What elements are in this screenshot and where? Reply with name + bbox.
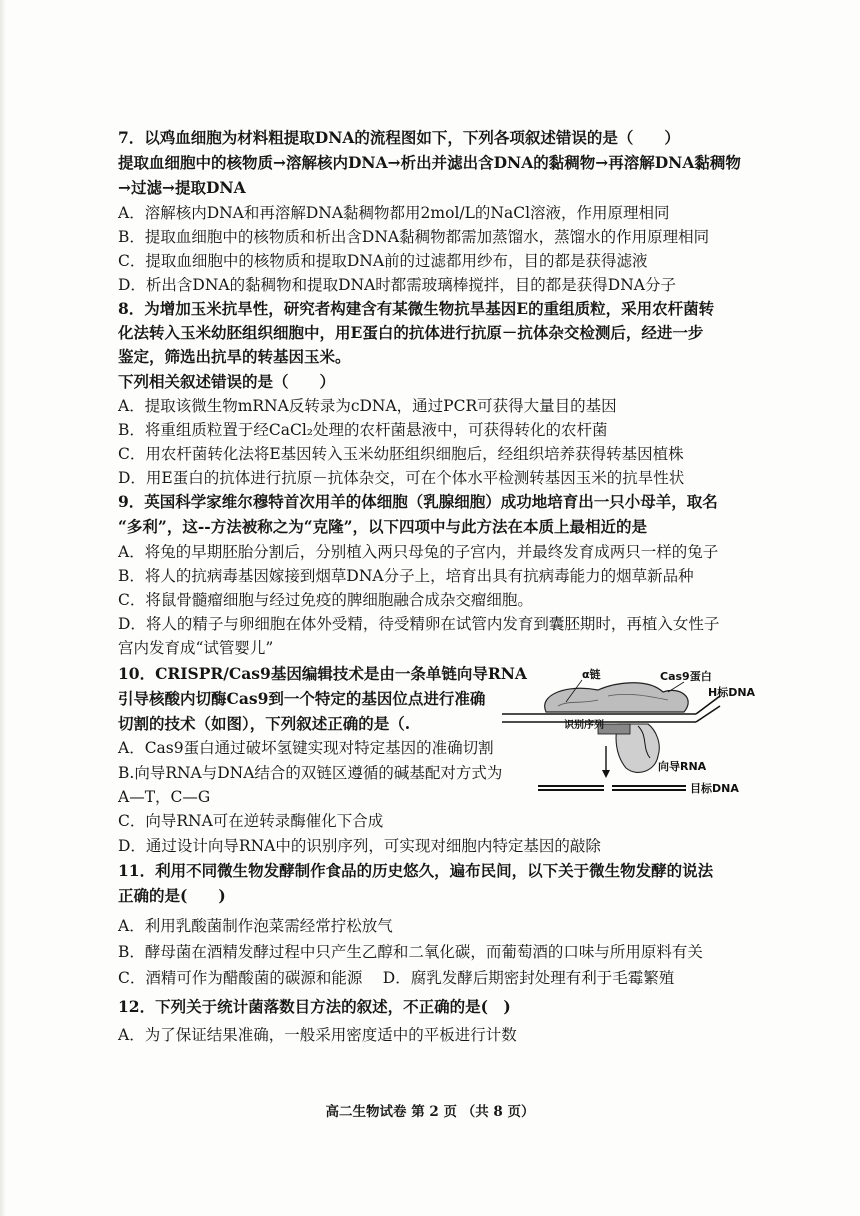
q8-stem-2: 化法转入玉米幼胚组织细胞中，用E蛋白的抗体进行抗原－抗体杂交检测后，经进一步 xyxy=(118,323,704,342)
q9-option-d-2: 宫内发育成“试管婴儿” xyxy=(118,639,274,657)
q9-option-a: A．将兔的早期胚胎分割后，分别植入两只母兔的子宫内，并最终发育成两只一样的兔子 xyxy=(118,543,719,561)
q11-stem-2: 正确的是( ) xyxy=(118,886,226,905)
label-recognition-sequence: 识别序列 xyxy=(564,720,604,731)
q8-option-d: D．用E蛋白的抗体进行抗原－抗体杂交，可在个体水平检测转基因玉米的抗旱性状 xyxy=(118,469,685,487)
cas9-diagram xyxy=(498,666,768,801)
q10-stem-3: 切割的技术（如图），下列叙述正确的是（. xyxy=(118,714,411,733)
q7-stem: 7．以鸡血细胞为材料粗提取DNA的流程图如下，下列各项叙述错误的是（ ） xyxy=(118,128,680,147)
page-footer: 高二生物试卷 第 2 页 （共 8 页） xyxy=(325,1104,535,1120)
q8-option-b: B．将重组质粒置于经CaCl₂处理的农杆菌悬液中，可获得转化的农杆菌 xyxy=(118,421,608,439)
q9-option-d-1: D．将人的精子与卵细胞在体外受精，待受精卵在试管内发育到囊胚期时，再植入女性子 xyxy=(118,615,720,633)
q12-option-a: A．为了保证结果准确，一般采用密度适中的平板进行计数 xyxy=(118,1026,517,1044)
q11-option-b: B．酵母菌在酒精发酵过程中只产生乙醇和二氧化碳，而葡萄酒的口味与所用原料有关 xyxy=(118,943,703,961)
label-target-dna-top: H标DNA xyxy=(708,686,756,699)
label-alpha-chain: α链 xyxy=(582,668,601,681)
q7-option-d: D．析出含DNA的黏稠物和提取DNA时都需玻璃棒搅拌，目的都是获得DNA分子 xyxy=(118,276,676,294)
q11-option-a: A．利用乳酸菌制作泡菜需经常拧松放气 xyxy=(118,917,393,935)
q7-flow-line-2: →过滤→提取DNA xyxy=(118,178,246,197)
label-cas9: Cas9蛋白 xyxy=(660,670,712,683)
q8-option-a: A．提取该微生物mRNA反转录为cDNA，通过PCR可获得大量目的基因 xyxy=(118,397,617,415)
q8-option-c: C．用农杆菌转化法将E基因转入玉米幼胚组织细胞后，经组织培养获得转基因植株 xyxy=(118,445,684,463)
dna-strand-bottom-end xyxy=(696,706,720,722)
q12-stem: 12．下列关于统计菌落数目方法的叙述，不正确的是( ) xyxy=(118,997,511,1016)
q11-option-cd: C．酒精可作为醋酸菌的碳源和能源 D．腐乳发酵后期密封处理有利于毛霉繁殖 xyxy=(118,969,675,987)
q11-stem-1: 11．利用不同微生物发酵制作食品的历史悠久，遍布民间，以下关于微生物发酵的说法 xyxy=(118,861,714,880)
q7-flow-line-1: 提取血细胞中的核物质→溶解核内DNA→析出并滤出含DNA的黏稠物→再溶解DNA黏稠物 xyxy=(118,153,741,172)
q10-option-b-1: B.向导RNA与DNA结合的双链区遵循的碱基配对方式为 xyxy=(118,764,503,782)
scan-edge xyxy=(0,0,6,1216)
q7-option-a: A．溶解核内DNA和再溶解DNA黏稠物都用2mol/L的NaCl溶液，作用原理相同 xyxy=(118,204,670,222)
q8-stem-4: 下列相关叙述错误的是（ ） xyxy=(118,372,336,391)
q7-option-b: B．提取血细胞中的核物质和析出含DNA黏稠物都需加蒸馏水，蒸馏水的作用原理相同 xyxy=(118,228,710,246)
cas9-protein-blob xyxy=(545,683,688,712)
q10-option-a: A．Cas9蛋白通过破坏氢键实现对特定基因的准确切割 xyxy=(118,739,494,757)
q8-stem-1: 8．为增加玉米抗旱性，研究者构建含有某微生物抗旱基因E的重组质粒，采用农杆菌转 xyxy=(118,299,715,318)
q10-option-b-2: A—T，C—G xyxy=(118,788,211,806)
q10-option-d: D．通过设计向导RNA中的识别序列，可实现对细胞内特定基因的敲除 xyxy=(118,837,601,855)
label-guide-rna: 向导RNA xyxy=(658,760,707,773)
q9-stem-2: “多利”，这--方法被称之为“克隆”，以下四项中与此方法在本质上最相近的是 xyxy=(118,517,648,536)
q9-stem-1: 9．英国科学家维尔穆特首次用羊的体细胞（乳腺细胞）成功地培育出一只小母羊，取名 xyxy=(118,492,718,511)
q8-stem-3: 鉴定，筛选出抗旱的转基因玉米。 xyxy=(118,347,351,366)
q9-option-b: B．将人的抗病毒基因嫁接到烟草DNA分子上，培育出具有抗病毒能力的烟草新品种 xyxy=(118,567,694,585)
q10-stem-2: 引导核酸内切酶Cas9到一个特定的基因位点进行准确 xyxy=(118,689,486,708)
q10-stem-1: 10．CRISPR/Cas9基因编辑技术是由一条单链向导RNA xyxy=(118,664,527,683)
q7-option-c: C．提取血细胞中的核物质和提取DNA前的过滤都用纱布，目的都是获得滤液 xyxy=(118,252,648,270)
cut-arrow-head xyxy=(602,770,610,778)
q10-option-c: C．向导RNA可在逆转录酶催化下合成 xyxy=(118,812,384,830)
label-target-dna-bottom: 目标DNA xyxy=(690,782,739,795)
q9-option-c: C．将鼠骨髓瘤细胞与经过免疫的脾细胞融合成杂交瘤细胞。 xyxy=(118,591,533,609)
